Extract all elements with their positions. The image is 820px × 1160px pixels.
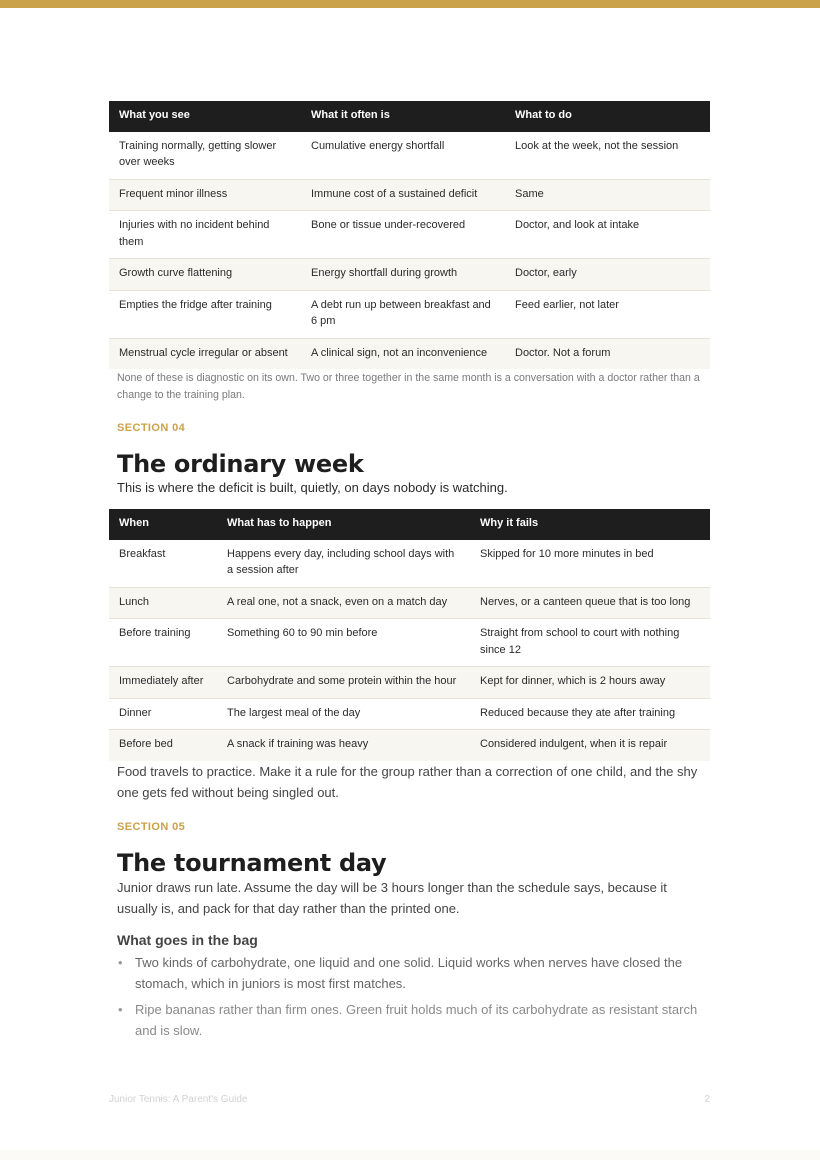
table-header-row <box>109 101 710 132</box>
table-cell: Growth curve flattening <box>109 259 301 291</box>
table-cell: Considered indulgent, when it is repair <box>470 730 710 761</box>
table-header-row <box>109 509 710 540</box>
table-cell: Kept for dinner, which is 2 hours away <box>470 667 710 699</box>
body-paragraph: Food travels to practice. Make it a rule for the group rather than a correction of one child, and the shy one gets fed without being singled out. <box>117 763 698 800</box>
list-item <box>118 952 702 994</box>
table-cell: Something 60 to 90 min before <box>217 619 470 667</box>
table-row <box>109 540 710 588</box>
section-label: SECTION 04 <box>117 422 186 434</box>
table-cell: Lunch <box>109 587 217 619</box>
table-cell: Menstrual cycle irregular or absent <box>109 338 301 369</box>
column-header: What it often is <box>301 101 505 132</box>
table-row <box>109 698 710 730</box>
table-cell: Nerves, or a canteen queue that is too long <box>470 587 710 619</box>
table-row <box>109 667 710 699</box>
table-cell: Immediately after <box>109 667 217 699</box>
section-label: SECTION 05 <box>117 820 186 833</box>
top-accent-bar <box>0 0 820 8</box>
table-cell: Carbohydrate and some protein within the hour <box>217 667 470 699</box>
table-cell: Cumulative energy shortfall <box>301 132 505 180</box>
table-cell: Skipped for 10 more minutes in bed <box>470 540 710 588</box>
list-item-text: Ripe bananas rather than firm ones. Green fruit holds much of its carbohydrate as resistant starch and is slow. <box>135 1001 698 1038</box>
table-row <box>109 730 710 761</box>
column-header: What to do <box>505 101 710 132</box>
column-header: What you see <box>109 101 301 132</box>
table-cell: The largest meal of the day <box>217 698 470 730</box>
table-row <box>109 587 710 619</box>
table-cell: Same <box>505 179 710 211</box>
section-title: The ordinary week <box>117 450 364 478</box>
signs-table <box>109 101 710 369</box>
table-cell: Training normally, getting slower over weeks <box>109 132 301 180</box>
section-lead: This is where the deficit is built, quietly, on days nobody is watching. <box>117 480 508 495</box>
bullet-dot-icon: • <box>118 1001 123 1017</box>
table-cell: A snack if training was heavy <box>217 730 470 761</box>
section-lead: Junior draws run late. Assume the day will be 3 hours longer than the schedule says, because it usually is, and pack for that day rather than the printed one. <box>117 879 667 916</box>
column-header: Why it fails <box>470 509 710 540</box>
table-cell: Reduced because they ate after training <box>470 698 710 730</box>
table-cell: Doctor. Not a forum <box>505 338 710 369</box>
document-body <box>109 101 710 1046</box>
bag-list <box>109 952 710 1041</box>
list-item-text: Two kinds of carbohydrate, one liquid and one solid. Liquid works when nerves have closed the stomach, which in juniors is most first matches. <box>135 954 683 991</box>
table-row <box>109 259 710 291</box>
table-cell: Empties the fridge after training <box>109 290 301 338</box>
column-header: What has to happen <box>217 509 470 540</box>
table-cell: Injuries with no incident behind them <box>109 211 301 259</box>
table-cell: Doctor, early <box>505 259 710 291</box>
table-row <box>109 290 710 338</box>
table-cell: A clinical sign, not an inconvenience <box>301 338 505 369</box>
table-cell: Feed earlier, not later <box>505 290 710 338</box>
column-header: When <box>109 509 217 540</box>
page-number: 2 <box>704 1094 710 1105</box>
bottom-strip <box>0 1150 820 1160</box>
table-note: None of these is diagnostic on its own. Two or three together in the same month is a conversation with a doctor rather than a change to the training plan. <box>117 372 700 401</box>
table-row <box>109 211 710 259</box>
bullet-dot-icon: • <box>118 954 123 970</box>
section-title: The tournament day <box>117 848 387 877</box>
table-row <box>109 619 710 667</box>
table-cell: Dinner <box>109 698 217 730</box>
list-item <box>118 999 702 1041</box>
table-cell: Immune cost of a sustained deficit <box>301 179 505 211</box>
table-cell: Breakfast <box>109 540 217 588</box>
table-cell: Straight from school to court with nothing since 12 <box>470 619 710 667</box>
table-row <box>109 338 710 369</box>
table-cell: Frequent minor illness <box>109 179 301 211</box>
table-cell: Before bed <box>109 730 217 761</box>
table-cell: Happens every day, including school days with a session after <box>217 540 470 588</box>
table-cell: A debt run up between breakfast and 6 pm <box>301 290 505 338</box>
table-cell: Energy shortfall during growth <box>301 259 505 291</box>
table-cell: Doctor, and look at intake <box>505 211 710 259</box>
table-cell: Before training <box>109 619 217 667</box>
table-cell: Look at the week, not the session <box>505 132 710 180</box>
table-row <box>109 179 710 211</box>
table-cell: A real one, not a snack, even on a match day <box>217 587 470 619</box>
footer-title: Junior Tennis: A Parent's Guide <box>109 1094 248 1105</box>
weekly-table <box>109 509 710 761</box>
table-cell: Bone or tissue under-recovered <box>301 211 505 259</box>
subheading: What goes in the bag <box>117 931 258 948</box>
table-row <box>109 132 710 180</box>
